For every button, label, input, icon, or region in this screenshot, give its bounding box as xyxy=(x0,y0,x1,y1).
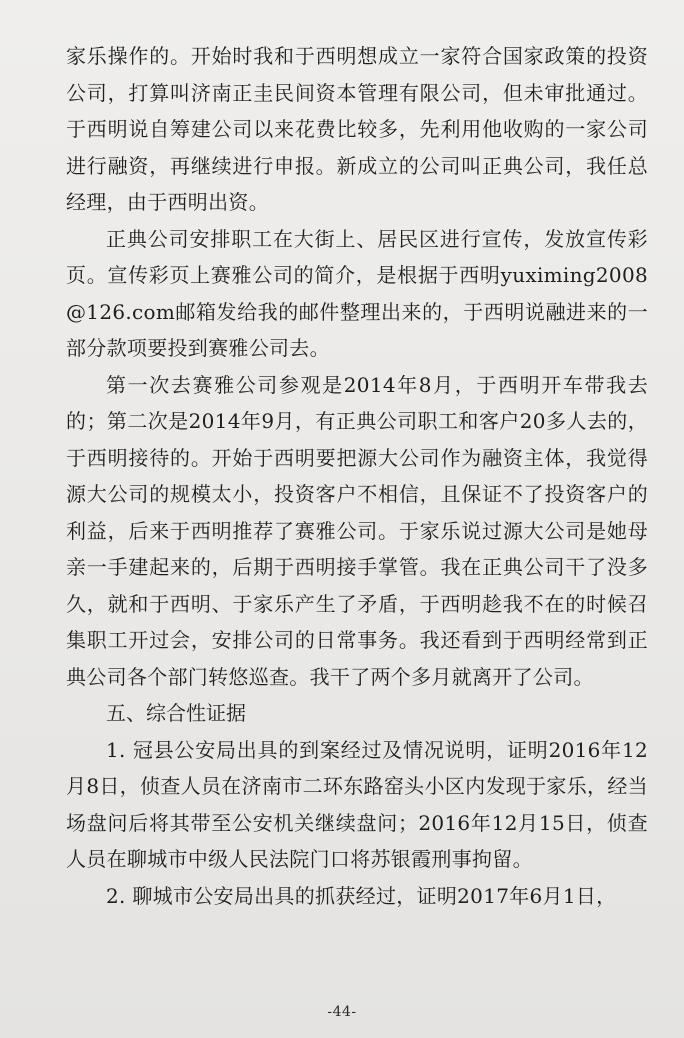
paragraph-evidence-1: 1. 冠县公安局出具的到案经过及情况说明，证明2016年12月8日，侦查人员在济南市二环东路窑头小区内发现于家乐，经当场盘问后将其带至公安机关继续盘问；2016年12月15日，侦查人员在聊城市中级人民法院门口将苏银霞刑事拘留。 xyxy=(66,737,648,871)
section-heading: 五、综合性证据 xyxy=(106,701,246,725)
paragraph-evidence-2: 2. 聊城市公安局出具的抓获经过，证明2017年6月1日， xyxy=(106,883,617,908)
paragraph-visits: 第一次去赛雅公司参观是2014年8月，于西明开车带我去的；第二次是2014年9月，有正典公司职工和客户20多人去的，于西明接待的。开始于西明要把源大公司作为融资主体，我觉得源大公司的规模太小，投资客户不相信，且保证不了投资客户的利益，后来于西明推荐了赛雅公司。于家乐说过源大公司是她母亲一手建起来的，后期于西明接手掌管。我在正典公司干了没多久，就和于西明、于家乐产生了矛盾，于西明趁我不在的时候召集职工开过会，安排公司的日常事务。我还看到于西明经常到正典公司各个部门转悠巡查。我干了两个多月就离开了公司。 xyxy=(66,372,648,689)
paragraph-promotion: 正典公司安排职工在大街上、居民区进行宣传，发放宣传彩页。宣传彩页上赛雅公司的简介，是根据于西明yuximing2008@126.com邮箱发给我的邮件整理出来的，于西明说融进来的一部分款项要投到赛雅公司去。 xyxy=(66,226,648,360)
page-number: -44- xyxy=(327,1004,357,1020)
paragraph-company-setup: 家乐操作的。开始时我和于西明想成立一家符合国家政策的投资公司，打算叫济南正圭民间资本管理有限公司，但未审批通过。于西明说自筹建公司以来花费比较多，先利用他收购的一家公司进行融资，再继续进行申报。新成立的公司叫正典公司，我任总经理，由于西明出资。 xyxy=(66,44,648,214)
